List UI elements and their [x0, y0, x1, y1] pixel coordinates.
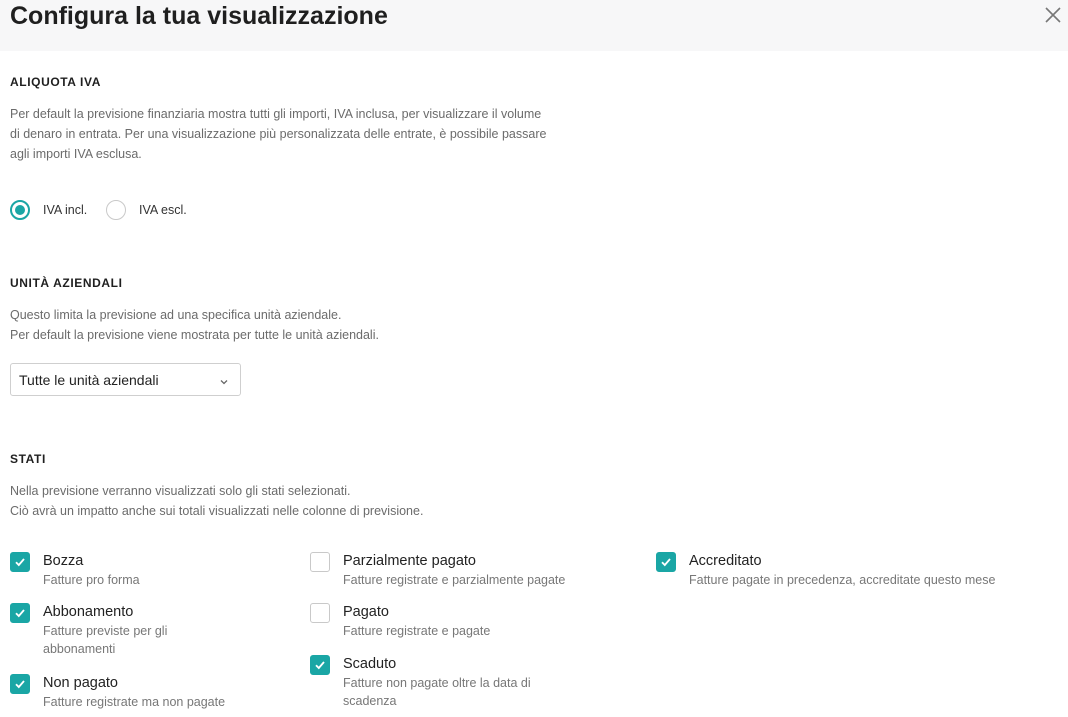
status-non-pagato-checkbox[interactable]	[10, 674, 30, 694]
status-pagato-label: Pagato	[343, 604, 389, 620]
vat-description-line: agli importi IVA esclusa.	[10, 147, 142, 161]
status-pagato-checkbox[interactable]	[310, 603, 330, 623]
status-bozza-label: Bozza	[43, 553, 84, 569]
status-accreditato-label: Accreditato	[689, 553, 762, 569]
states-description-line: Nella previsione verranno visualizzati solo gli stati selezionati.	[10, 484, 351, 498]
status-abbonamento-description: Fatture previste per gli abbonamenti	[43, 624, 168, 656]
vat-section-title: ALIQUOTA IVA	[10, 75, 101, 89]
chevron-down-icon	[219, 374, 229, 384]
status-scaduto-checkbox[interactable]	[310, 655, 330, 675]
status-parzialmente-pagato-description: Fatture registrate e parzialmente pagate	[343, 573, 566, 587]
vat-description	[10, 104, 630, 164]
check-icon	[314, 659, 326, 671]
vat-excl-radio[interactable]	[106, 200, 126, 220]
status-scaduto-description: Fatture non pagate oltre la data di scadenza	[343, 676, 531, 708]
status-abbonamento-checkbox[interactable]	[10, 603, 30, 623]
vat-incl-label: IVA incl.	[43, 203, 88, 217]
vat-excl-label: IVA escl.	[139, 203, 187, 217]
vat-description-line: Per default la previsione finanziaria mostra tutti gli importi, IVA inclusa, per visualizzare il volume	[10, 107, 542, 121]
business-unit-select-value: Tutte le unità aziendali	[19, 372, 159, 388]
units-section-title: UNITÀ AZIENDALI	[10, 276, 123, 290]
status-accreditato-description: Fatture pagate in precedenza, accreditate questo mese	[689, 573, 996, 587]
states-description	[10, 481, 630, 521]
close-icon[interactable]	[1043, 5, 1063, 25]
units-description	[10, 305, 630, 345]
dialog-header	[0, 0, 1068, 51]
status-parzialmente-pagato-label: Parzialmente pagato	[343, 553, 476, 569]
states-section-title: STATI	[10, 452, 46, 466]
check-icon	[14, 607, 26, 619]
check-icon	[660, 556, 672, 568]
check-icon	[14, 678, 26, 690]
status-non-pagato-description: Fatture registrate ma non pagate	[43, 695, 226, 709]
status-non-pagato-label: Non pagato	[43, 675, 118, 691]
status-bozza-checkbox[interactable]	[10, 552, 30, 572]
states-description-line: Ciò avrà un impatto anche sui totali visualizzati nelle colonne di previsione.	[10, 504, 424, 518]
status-parzialmente-pagato-checkbox[interactable]	[310, 552, 330, 572]
vat-description-line: di denaro in entrata. Per una visualizzazione più personalizzata delle entrate, è possibile passare	[10, 127, 547, 141]
vat-incl-radio[interactable]	[10, 200, 30, 220]
status-abbonamento-label: Abbonamento	[43, 604, 134, 620]
dialog-title: Configura la tua visualizzazione	[10, 2, 388, 30]
check-icon	[14, 556, 26, 568]
status-scaduto-label: Scaduto	[343, 656, 397, 672]
status-bozza-description: Fatture pro forma	[43, 573, 140, 587]
units-description-line: Questo limita la previsione ad una specifica unità aziendale.	[10, 308, 342, 322]
units-description-line: Per default la previsione viene mostrata per tutte le unità aziendali.	[10, 328, 379, 342]
status-pagato-description: Fatture registrate e pagate	[343, 624, 491, 638]
business-unit-select[interactable]	[10, 363, 241, 396]
status-accreditato-checkbox[interactable]	[656, 552, 676, 572]
